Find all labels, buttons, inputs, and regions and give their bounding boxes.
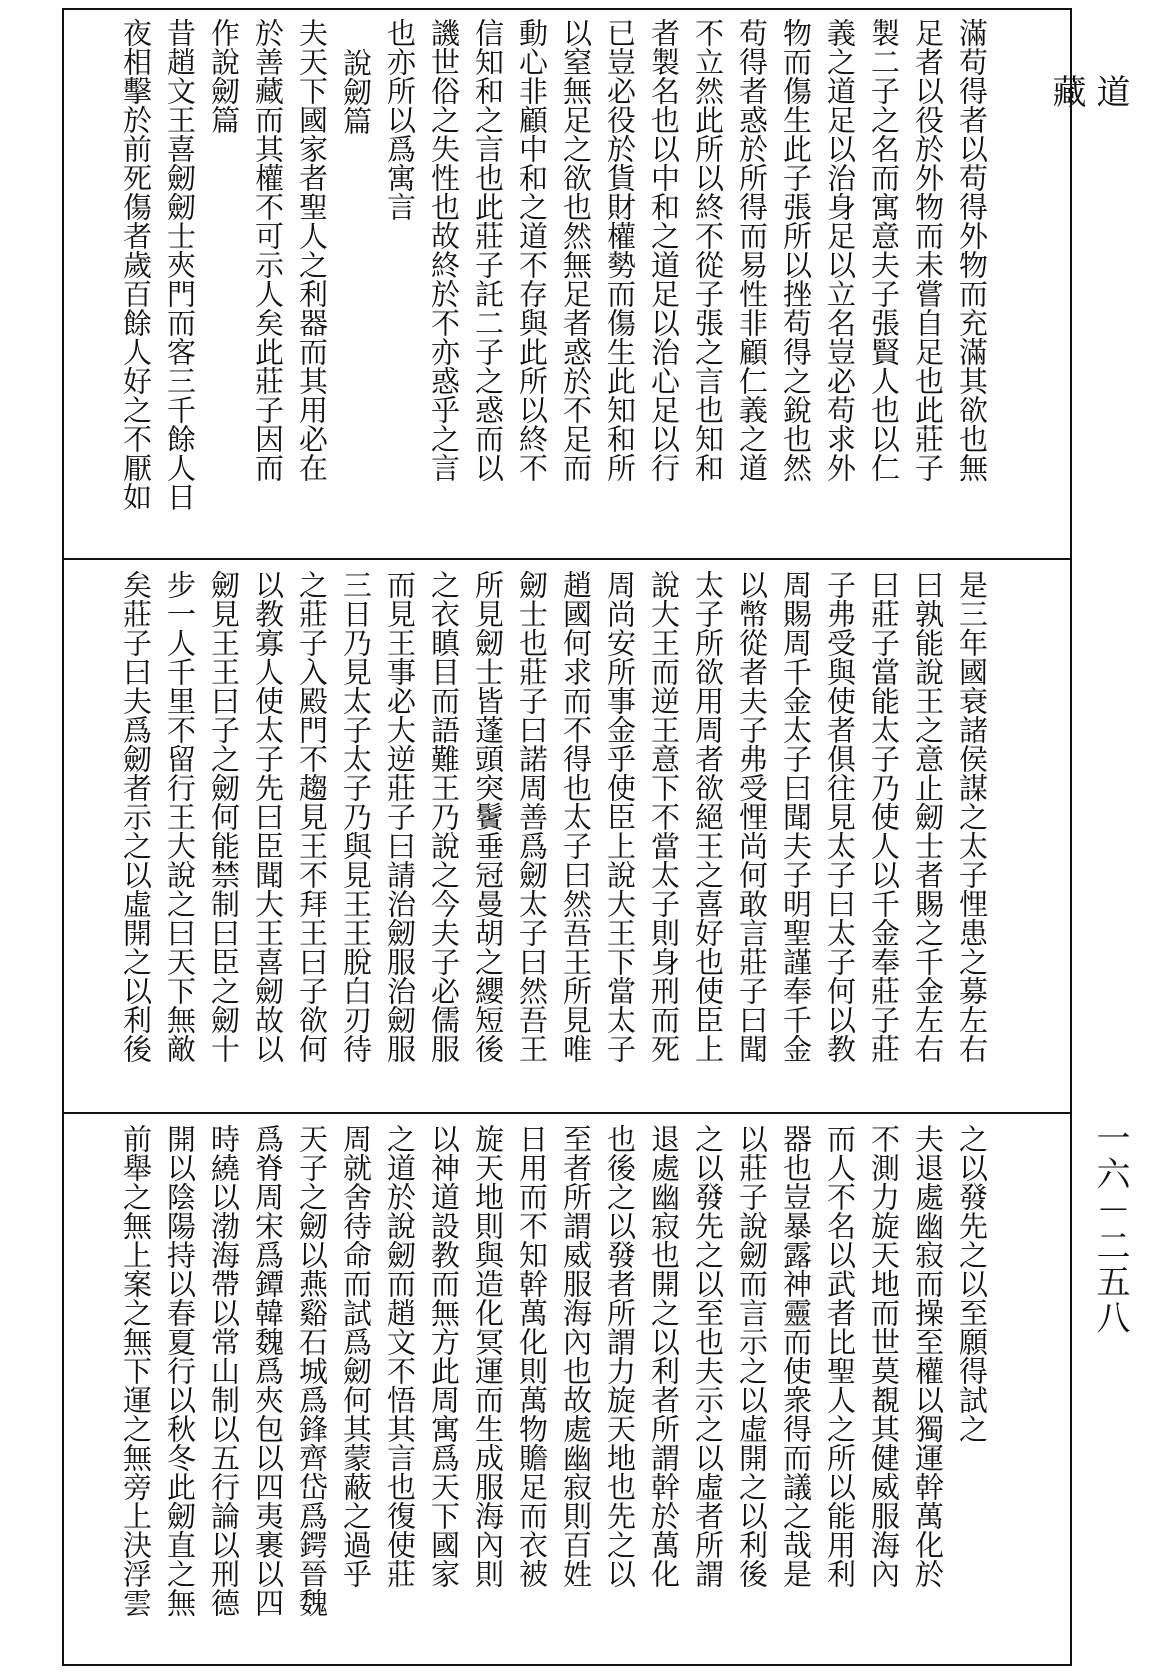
text-column: 劒士也莊子曰諾周善爲劒太子曰然吾王	[515, 570, 549, 1063]
text-column: 退處幽寂也開之以利者所謂幹於萬化	[647, 1124, 681, 1588]
text-column: 之莊子入殿門不趨見王不拜王曰子欲何	[295, 570, 329, 1063]
text-column: 之以發先之以至願得試之	[955, 1124, 989, 1443]
register-top	[62, 18, 1072, 568]
register-middle	[62, 570, 1072, 1120]
text-column: 步一人千里不留行王大說之曰天下無敵	[163, 570, 197, 1063]
text-column: 以神道設教而無方此周寓爲天下國家	[427, 1124, 461, 1588]
text-column: 說大王而逆王意下不當太子則身刑而死	[647, 570, 681, 1063]
text-column: 旋天地則與造化冥運而生成服海內則	[471, 1124, 505, 1588]
text-column: 也後之以發者所謂力旋天地也先之以	[603, 1124, 637, 1588]
text-column: 物而傷生此子張所以挫苟得之銳也然	[779, 18, 813, 482]
text-column: 以莊子說劒而言示之以虛開之以利後	[735, 1124, 769, 1588]
text-column: 以教寡人使太子先曰臣聞大王喜劒故以	[251, 570, 285, 1063]
text-column: 周就舍待命而試爲劒何其蒙蔽之過乎	[339, 1124, 373, 1588]
text-column: 以窒無足之欲也然無足者惑於不足而	[559, 18, 593, 482]
text-column: 周尚安所事金乎使臣上說大王下當太子	[603, 570, 637, 1063]
text-column: 製二子之名而寓意夫子張賢人也以仁	[867, 18, 901, 482]
text-column: 夫天下國家者聖人之利器而其用必在	[295, 18, 329, 482]
text-column: 之衣瞋目而語難王乃說之今夫子必儒服	[427, 570, 461, 1063]
text-column: 至者所謂威服海內也故處幽寂則百姓	[559, 1124, 593, 1588]
text-column: 足者以役於外物而未嘗自足也此莊子	[911, 18, 945, 482]
text-column: 信知和之言也此莊子託二子之惑而以	[471, 18, 505, 482]
text-column: 器也豈暴露神靈而使衆得而議之哉是	[779, 1124, 813, 1588]
text-column: 曰莊子當能太子乃使人以千金奉莊子莊	[867, 570, 901, 1063]
text-column: 天子之劒以燕谿石城爲鋒齊岱爲鍔晉魏	[295, 1124, 329, 1617]
text-column: 於善藏而其權不可示人矣此莊子因而	[251, 18, 285, 482]
collection-title: 道 藏	[1046, 74, 1130, 422]
text-column: 之道於說劒而趙文不悟其言也復使莊	[383, 1124, 417, 1588]
text-column: 譏世俗之失性也故終於不亦惑乎之言	[427, 18, 461, 482]
text-column: 子弗受與使者俱往見太子曰太子何以教	[823, 570, 857, 1063]
text-column: 而人不名以武者比聖人之所以能用利	[823, 1124, 857, 1588]
text-column: 日用而不知幹萬化則萬物贍足而衣被	[515, 1124, 549, 1588]
text-column: 時繞以渤海帶以常山制以五行論以刑德	[207, 1124, 241, 1617]
text-column: 前舉之無上案之無下運之無旁上決浮雲	[119, 1124, 153, 1617]
text-column: 義之道足以治身足以立名豈必苟求外	[823, 18, 857, 482]
text-column: 而見王事必大逆莊子曰請治劒服治劒服	[383, 570, 417, 1063]
text-column: 苟得者惑於所得而易性非顧仁義之道	[735, 18, 769, 482]
text-column: 矣莊子曰夫爲劒者示之以虛開之以利後	[119, 570, 153, 1063]
text-column: 周賜周千金太子曰聞夫子明聖謹奉千金	[779, 570, 813, 1063]
text-column: 以幣從者夫子弗受悝尚何敢言莊子曰聞	[735, 570, 769, 1063]
chapter-heading: 說劒篇	[339, 48, 373, 135]
text-column: 三日乃見太子太子乃與見王王脫白刃待	[339, 570, 373, 1063]
text-column: 夜相擊於前死傷者歲百餘人好之不厭如	[119, 18, 153, 511]
text-column: 者製名也以中和之道足以治心足以行	[647, 18, 681, 482]
text-column: 作說劒篇	[207, 18, 241, 134]
text-column: 昔趙文王喜劒劒士夾門而客三千餘人日	[163, 18, 197, 511]
text-column: 爲脊周宋爲鐔韓魏爲夾包以四夷裹以四	[251, 1124, 285, 1617]
page-number: 一六－二五八	[1090, 1120, 1130, 1336]
text-column: 也亦所以爲寓言	[383, 18, 417, 221]
text-column: 曰孰能說王之意止劒士者賜之千金左右	[911, 570, 945, 1063]
text-column: 動心非顧中和之道不存與此所以終不	[515, 18, 549, 482]
text-column: 是三年國衰諸侯謀之太子悝患之募左右	[955, 570, 989, 1063]
text-column: 滿苟得者以苟得外物而充滿其欲也無	[955, 18, 989, 482]
register-bottom	[62, 1124, 1072, 1674]
text-column: 所見劒士皆蓬頭突鬢垂冠曼胡之纓短後	[471, 570, 505, 1063]
text-column: 太子所欲用周者欲絕王之喜好也使臣上	[691, 570, 725, 1063]
text-column: 開以陰陽持以春夏行以秋冬此劒直之無	[163, 1124, 197, 1617]
text-column: 不測力旋天地而世莫覩其健威服海內	[867, 1124, 901, 1588]
text-column: 不立然此所以終不從子張之言也知和	[691, 18, 725, 482]
text-column: 趙國何求而不得也太子曰然吾王所見唯	[559, 570, 593, 1063]
text-column: 之以發先之以至也夫示之以虛者所謂	[691, 1124, 725, 1588]
text-column: 劒見王王曰子之劒何能禁制曰臣之劒十	[207, 570, 241, 1063]
text-column: 已豈必役於貨財權勢而傷生此知和所	[603, 18, 637, 482]
text-column: 夫退處幽寂而操至權以獨運幹萬化於	[911, 1124, 945, 1588]
